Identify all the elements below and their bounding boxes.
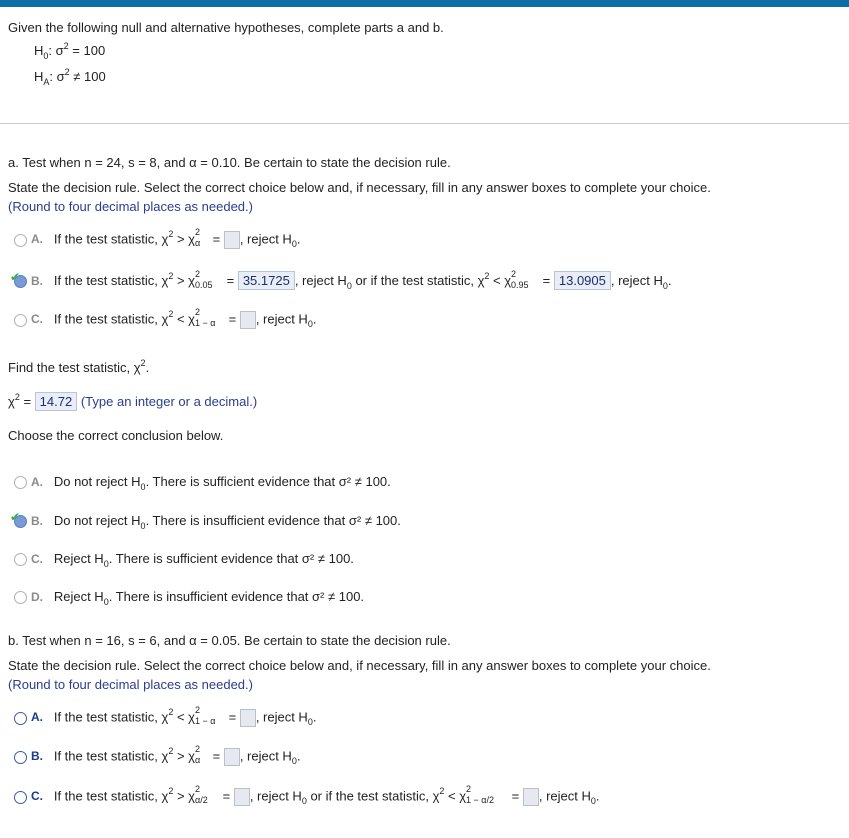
part-b-rounding: (Round to four decimal places as needed.) — [8, 677, 253, 692]
checkmark-icon: ✔ — [10, 510, 21, 525]
radio-button[interactable] — [14, 591, 27, 604]
part-a-option-a[interactable]: A. If the test statistic, $\chi^2 > \chi$ 2 α = , reject $H_0$. — [14, 231, 300, 249]
answer-box[interactable] — [240, 709, 256, 727]
conclusion-option-a[interactable]: A. Do not reject $H_0$. There is sufficient evidence that σ² ≠ 100. — [14, 474, 391, 489]
answer-box[interactable] — [224, 748, 240, 766]
chi-square-answer: $\chi^2 = 14.72$ (Type an integer or a decimal.) — [8, 392, 258, 409]
find-test-statistic: Find the test statistic, $\chi^2$. — [8, 358, 150, 375]
chi-square-value: 14.72 — [35, 392, 78, 411]
part-b-option-b[interactable]: B. If the test statistic, $\chi^2 > \chi$ 2 α = , reject $H_0$. — [14, 748, 300, 766]
answer-box[interactable] — [523, 788, 539, 806]
top-accent-bar — [0, 0, 849, 7]
radio-button[interactable] — [14, 791, 27, 804]
part-a-rounding: (Round to four decimal places as needed.) — [8, 199, 253, 214]
conclusion-option-c[interactable]: C. Reject $H_0$. There is sufficient evidence that σ² ≠ 100. — [14, 551, 354, 566]
part-b-instruction: State the decision rule. Select the correct choice below and, if necessary, fill in any answer boxes to complete your choice. — [8, 658, 711, 673]
checkmark-icon: ✔ — [10, 270, 21, 285]
answer-value: 35.1725 — [238, 271, 295, 290]
conclusion-option-b[interactable]: ✔ B. Do not reject $H_0$. There is insufficient evidence that σ² ≠ 100. — [10, 510, 401, 531]
radio-button[interactable] — [14, 712, 27, 725]
answer-value: 13.0905 — [554, 271, 611, 290]
answer-box[interactable] — [234, 788, 250, 806]
radio-selected[interactable] — [10, 270, 27, 288]
part-a-instruction: State the decision rule. Select the correct choice below and, if necessary, fill in any answer boxes to complete your choice. — [8, 180, 711, 195]
part-b-option-a[interactable]: A. If the test statistic, $\chi^2 < \chi$ 2 1 − α = , reject $H_0$. — [14, 709, 316, 727]
null-hypothesis: $H_0$: $\sigma^2 = 100$ — [34, 41, 106, 61]
section-divider — [0, 123, 849, 124]
answer-box[interactable] — [224, 231, 240, 249]
part-a-prompt: a. Test when n = 24, s = 8, and α = 0.10. Be certain to state the decision rule. — [8, 155, 451, 170]
radio-selected[interactable] — [10, 510, 27, 528]
part-b-prompt: b. Test when n = 16, s = 6, and α = 0.05. Be certain to state the decision rule. — [8, 633, 451, 648]
radio-button[interactable] — [14, 234, 27, 247]
alt-hypothesis: $H_A$: $\sigma^2 \ne 100$ — [34, 67, 106, 87]
part-b-option-c[interactable]: C. If the test statistic, $\chi^2 > \chi$ 2 α/2 = , reject $H_0$ or if the test statistic, $\chi^2 < \chi$ 2 1 − α/2 = , reject $H_0$. — [14, 788, 600, 806]
conclusion-option-d[interactable]: D. Reject $H_0$. There is insufficient evidence that σ² ≠ 100. — [14, 589, 364, 604]
part-a-option-b[interactable]: ✔ B. If the test statistic, $\chi^2 > \chi$ 2 0.05 = 35.1725 , reject $H_0$ or if the test statistic, $\chi^2 < \chi$ 2 0.95 = 13.0905 , reject $H_0$. — [10, 268, 672, 291]
intro-text: Given the following null and alternative hypotheses, complete parts a and b. — [8, 20, 444, 35]
answer-box[interactable] — [240, 311, 256, 329]
conclusion-prompt: Choose the correct conclusion below. — [8, 428, 224, 443]
radio-button[interactable] — [14, 553, 27, 566]
radio-button[interactable] — [14, 314, 27, 327]
radio-button[interactable] — [14, 476, 27, 489]
part-a-option-c[interactable]: C. If the test statistic, $\chi^2 < \chi$ 2 1 − α = , reject $H_0$. — [14, 311, 316, 329]
radio-button[interactable] — [14, 751, 27, 764]
